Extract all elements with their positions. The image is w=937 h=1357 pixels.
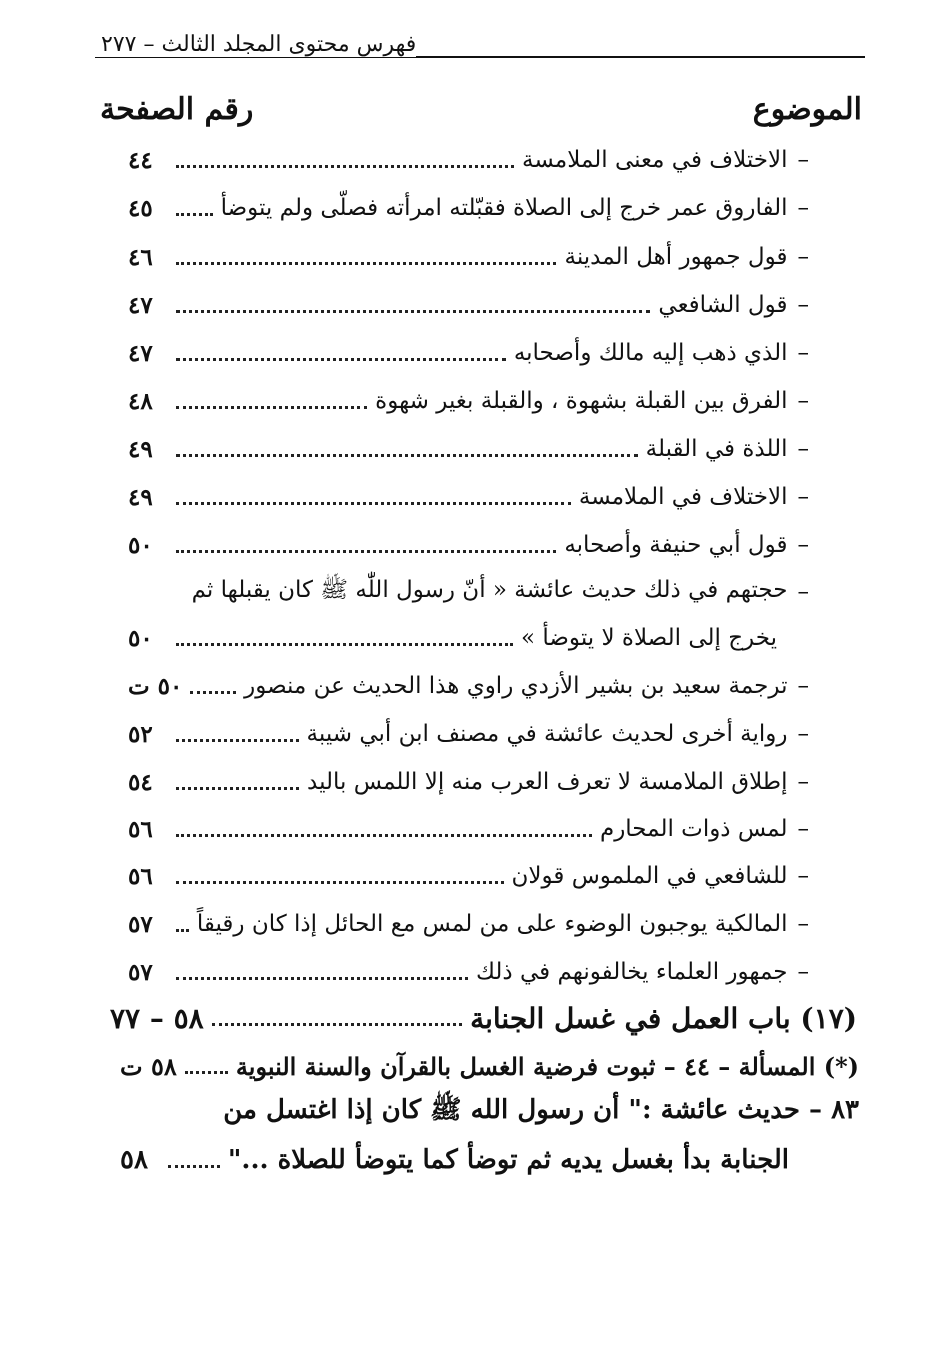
dot-leader — [176, 739, 299, 742]
entry-dash: – — [797, 340, 809, 366]
entry-page: ٤٥ — [128, 194, 153, 222]
hadith-text-line2: الجنابة بدأ بغسل يديه ثم توضأ كما يتوضأ للصلاة ..." — [227, 1145, 789, 1175]
entry-page: ٤٦ — [128, 243, 153, 271]
entry-dash: – — [797, 147, 809, 173]
entry-dash: – — [797, 292, 809, 318]
hadith-text-line1: ٨٣ – حديث عائشة :" أن رسول الله ﷺ كان إذا اغتسل من — [223, 1095, 859, 1125]
entry-dash: – — [797, 244, 809, 270]
toc-entry — [128, 856, 809, 896]
topic-column-heading: الموضوع — [752, 92, 862, 127]
entry-title: يخرج إلى الصلاة لا يتوضأ » — [521, 625, 777, 651]
dot-leader — [176, 881, 504, 884]
entry-page: ٤٨ — [128, 387, 153, 415]
toc-entry — [128, 809, 809, 849]
hadith-entry-line1 — [120, 1092, 859, 1132]
entry-title: الفرق بين القبلة بشهوة ، والقبلة بغير شهوة — [375, 388, 788, 414]
dot-leader — [176, 165, 514, 168]
entry-page: ٥٦ — [128, 815, 153, 843]
dot-leader — [176, 834, 592, 837]
dot-leader — [176, 454, 638, 457]
entry-page: ٤٧ — [128, 291, 153, 319]
toc-entry — [128, 429, 809, 469]
hadith-page: ٥٨ — [120, 1145, 148, 1175]
dot-leader — [176, 406, 367, 409]
toc-entry — [128, 714, 809, 754]
chapter-title: (١٧) باب العمل في غسل الجنابة — [470, 1001, 857, 1035]
chapter-entry — [110, 998, 857, 1038]
entry-title: قول الشافعي — [658, 292, 788, 318]
entry-page: ٤٤ — [128, 146, 153, 174]
entry-dash: – — [797, 532, 809, 558]
toc-entry — [128, 188, 809, 228]
dot-leader — [190, 691, 236, 694]
running-title: فهرس محتوى المجلد الثالث – ٢٧٧ — [95, 32, 416, 57]
entry-dash: – — [797, 436, 809, 462]
entry-page: ٥٠ ت — [128, 672, 183, 700]
toc-entry-continuation — [128, 618, 777, 658]
entry-title: لمس ذوات المحارم — [599, 816, 788, 842]
entry-dash: – — [797, 673, 809, 699]
toc-entry — [128, 477, 809, 517]
issue-title: (*) المسألة – ٤٤ – ثبوت فرضية الغسل بالقرآن والسنة النبوية — [235, 1051, 859, 1081]
dot-leader — [176, 262, 556, 265]
hadith-entry-line2 — [120, 1140, 789, 1180]
entry-title: قول أبي حنيفة وأصحابه — [564, 532, 788, 558]
issue-entry — [120, 1046, 859, 1086]
entry-dash: – — [797, 721, 809, 747]
entry-title: رواية أخرى لحديث عائشة في مصنف ابن أبي شيبة — [306, 721, 788, 747]
entry-title: ترجمة سعيد بن بشير الأزدي راوي هذا الحديث عن منصور — [244, 673, 788, 699]
dot-leader — [176, 550, 556, 553]
entry-dash: – — [797, 959, 809, 985]
dot-leader — [185, 1071, 228, 1074]
toc-entry — [128, 762, 809, 802]
toc-entry — [128, 140, 809, 180]
entry-page: ٥٦ — [128, 862, 153, 890]
entry-title: جمهور العلماء يخالفونهم في ذلك — [476, 959, 788, 985]
entry-page: ٥٧ — [128, 910, 153, 938]
dot-leader — [176, 929, 189, 932]
dot-leader — [176, 787, 299, 790]
toc-entry — [128, 904, 809, 944]
entry-page: ٤٩ — [128, 483, 153, 511]
entry-page: ٤٧ — [128, 339, 153, 367]
entry-dash: – — [797, 388, 809, 414]
toc-entry — [128, 572, 809, 612]
entry-dash: – — [797, 816, 809, 842]
toc-entry — [128, 285, 809, 325]
entry-title: الاختلاف في الملامسة — [578, 484, 788, 510]
entry-page: ٥٠ — [128, 624, 153, 652]
page-column-heading: رقم الصفحة — [100, 92, 254, 127]
toc-entry — [128, 952, 809, 992]
dot-leader — [176, 643, 513, 646]
column-headings — [100, 92, 862, 136]
dot-leader — [176, 358, 506, 361]
entry-title: حجتهم في ذلك حديث عائشة « أنّ رسول اللّٰه ﷺ كان يقبلها ثم — [191, 577, 788, 603]
entry-dash: – — [797, 911, 809, 937]
dot-leader — [212, 1023, 462, 1026]
toc-entry — [128, 666, 809, 706]
entry-title: اللذة في القبلة — [645, 436, 788, 462]
entry-title: قول جمهور أهل المدينة — [564, 244, 788, 270]
entry-page: ٥٠ — [128, 531, 153, 559]
chapter-page-range: ٥٨ – ٧٧ — [110, 1001, 204, 1035]
entry-page: ٤٩ — [128, 435, 153, 463]
page-header — [95, 30, 865, 66]
entry-title: الاختلاف في معنى الملامسة — [522, 147, 788, 173]
entry-title: المالكية يوجبون الوضوء على من لمس مع الحائل إذا كان رقيقاً — [196, 911, 788, 937]
dot-leader — [176, 502, 571, 505]
entry-title: إطلاق الملامسة لا تعرف العرب منه إلا اللمس باليد — [307, 769, 788, 795]
dot-leader — [176, 213, 213, 216]
entry-dash: – — [797, 195, 809, 221]
dot-leader — [176, 977, 468, 980]
dot-leader — [176, 310, 650, 313]
entry-title: للشافعي في الملموس قولان — [511, 863, 788, 889]
entry-dash: – — [797, 484, 809, 510]
toc-entry — [128, 333, 809, 373]
entry-page: ٥٤ — [128, 768, 153, 796]
entry-page: ٥٧ — [128, 958, 153, 986]
toc-entry — [128, 237, 809, 277]
entry-dash: – — [797, 769, 809, 795]
toc-entry — [128, 381, 809, 421]
entry-title: الذي ذهب إليه مالك وأصحابه — [513, 340, 788, 366]
entry-page: ٥٢ — [128, 720, 153, 748]
entry-dash: – — [797, 579, 809, 605]
toc-entry — [128, 525, 809, 565]
issue-page: ٥٨ ت — [120, 1051, 177, 1081]
dot-leader — [168, 1165, 220, 1168]
entry-title: الفاروق عمر خرج إلى الصلاة فقبّلته امرأته فصلّى ولم يتوضأ — [220, 195, 788, 221]
entry-dash: – — [797, 863, 809, 889]
